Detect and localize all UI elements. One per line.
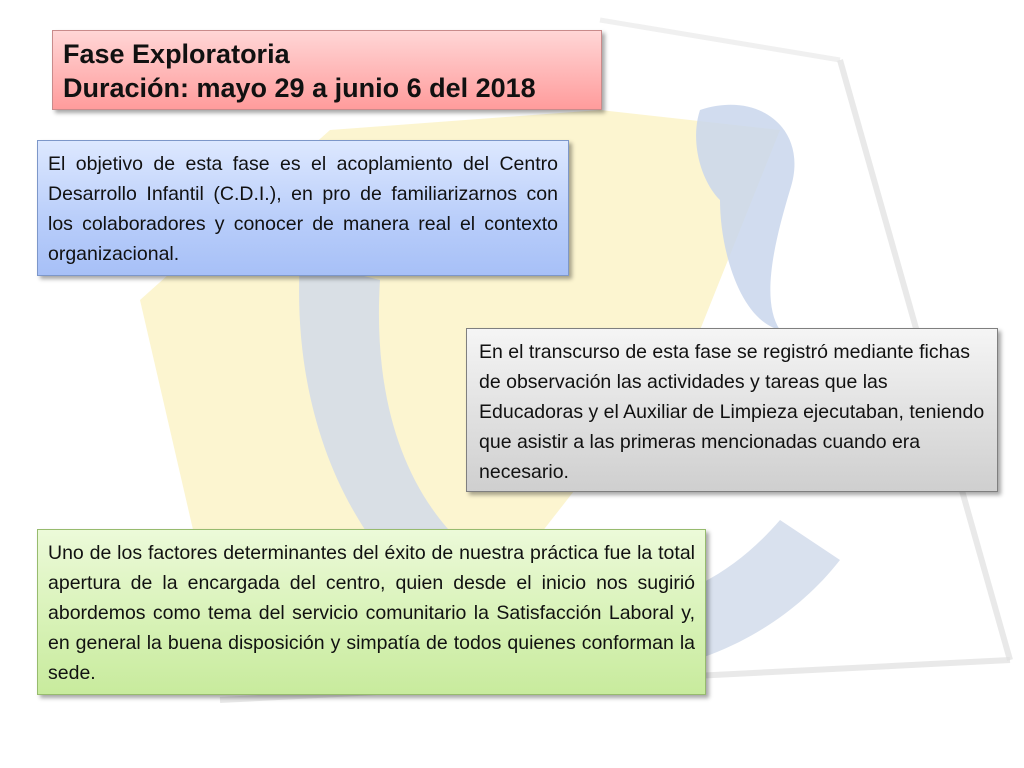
success-factors-box [37,529,706,695]
observation-text: En el transcurso de esta fase se registró mediante fichas de observación las actividades y tareas que las Educadoras y el Auxiliar de Limpieza ejecutaban, teniendo que asistir a las primeras mencionadas cuando era necesario. [479,341,985,483]
objective-text: El objetivo de esta fase es el acoplamiento del Centro Desarrollo Infantil (C.D.I.), en pro de familiarizarnos con los colaboradores y conocer de manera real el contexto organizacional. [48,153,558,265]
objective-box [37,140,569,276]
page-title: Fase Exploratoria [63,39,290,69]
observation-box [466,328,998,492]
title-box [52,30,602,110]
duration-subtitle: Duración: mayo 29 a junio 6 del 2018 [63,73,536,103]
success-factors-text: Uno de los factores determinantes del éxito de nuestra práctica fue la total apertura de la encargada del centro, quien desde el inicio nos sugirió abordemos como tema del servicio comunitario la Satisfacción Laboral y, en general la buena disposición y simpatía de todos quienes conforman la sede. [48,542,695,684]
